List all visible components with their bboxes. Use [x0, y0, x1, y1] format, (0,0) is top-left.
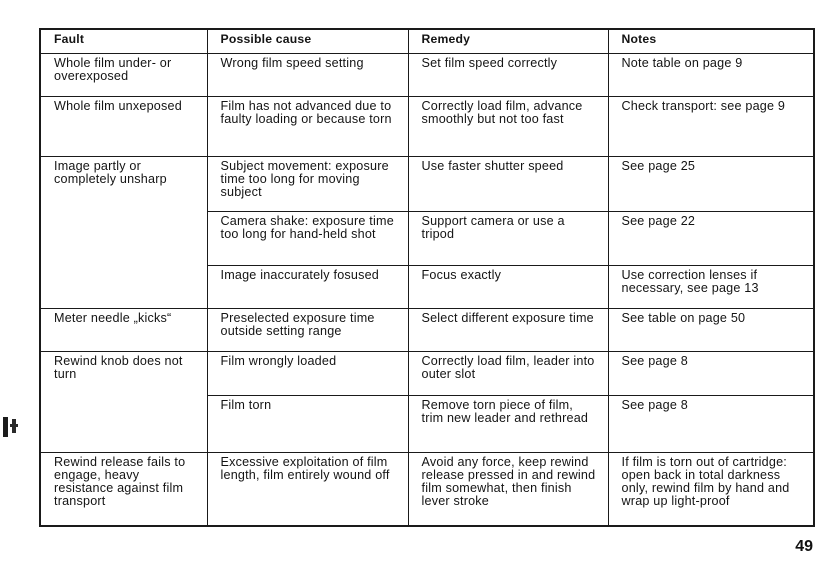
table-header-row [40, 29, 814, 54]
cause-cell: Subject movement: exposure time too long for moving subject [207, 157, 408, 212]
table-row [40, 453, 814, 526]
notes-cell: See page 8 [608, 352, 814, 395]
header-remedy: Remedy [408, 29, 608, 54]
fault-cell: Meter needle „kicks“ [40, 308, 207, 351]
cause-cell: Film has not advanced due to faulty loading or because torn [207, 97, 408, 157]
remedy-cell: Remove torn piece of film, trim new leader and rethread [408, 395, 608, 453]
cause-cell: Film torn [207, 395, 408, 453]
cause-cell: Image inaccurately fosused [207, 266, 408, 308]
remedy-cell: Use faster shutter speed [408, 157, 608, 212]
notes-cell: See table on page 50 [608, 308, 814, 351]
notes-cell: If film is torn out of cartridge: open back in total darkness only, rewind film by hand and wrap up light-proof [608, 453, 814, 526]
cause-cell: Wrong film speed setting [207, 54, 408, 97]
notes-cell: See page 22 [608, 211, 814, 266]
notes-cell: See page 25 [608, 157, 814, 212]
remedy-cell: Select different exposure time [408, 308, 608, 351]
header-fault: Fault [40, 29, 207, 54]
binding-mark-shape [2, 414, 20, 440]
header-possible-cause: Possible cause [207, 29, 408, 54]
troubleshooting-table [39, 28, 815, 527]
notes-cell: Use correction lenses if necessary, see page 13 [608, 266, 814, 308]
fault-cell: Whole film under- or overexposed [40, 54, 207, 97]
cause-cell: Camera shake: exposure time too long for hand-held shot [207, 211, 408, 266]
cause-cell: Film wrongly loaded [207, 352, 408, 395]
table-row [40, 157, 814, 212]
remedy-cell: Support camera or use a tripod [408, 211, 608, 266]
remedy-cell: Correctly load film, advance smoothly but not too fast [408, 97, 608, 157]
table-row [40, 308, 814, 351]
fault-cell: Rewind release fails to engage, heavy resistance against film transport [40, 453, 207, 526]
table-row [40, 54, 814, 97]
cause-cell: Excessive exploitation of film length, film entirely wound off [207, 453, 408, 526]
cause-cell: Preselected exposure time outside setting range [207, 308, 408, 351]
remedy-cell: Set film speed correctly [408, 54, 608, 97]
page-number: 49 [795, 538, 813, 555]
fault-cell: Whole film unxeposed [40, 97, 207, 157]
fault-cell: Image partly or completely unsharp [40, 157, 207, 309]
notes-cell: See page 8 [608, 395, 814, 453]
remedy-cell: Focus exactly [408, 266, 608, 308]
remedy-cell: Avoid any force, keep rewind release pressed in and rewind film somewhat, then finish lever stroke [408, 453, 608, 526]
header-notes: Notes [608, 29, 814, 54]
notes-cell: Check transport: see page 9 [608, 97, 814, 157]
remedy-cell: Correctly load film, leader into outer slot [408, 352, 608, 395]
table-row [40, 352, 814, 395]
table-row [40, 97, 814, 157]
fault-cell: Rewind knob does not turn [40, 352, 207, 453]
binding-hole-mark [2, 414, 20, 440]
notes-cell: Note table on page 9 [608, 54, 814, 97]
